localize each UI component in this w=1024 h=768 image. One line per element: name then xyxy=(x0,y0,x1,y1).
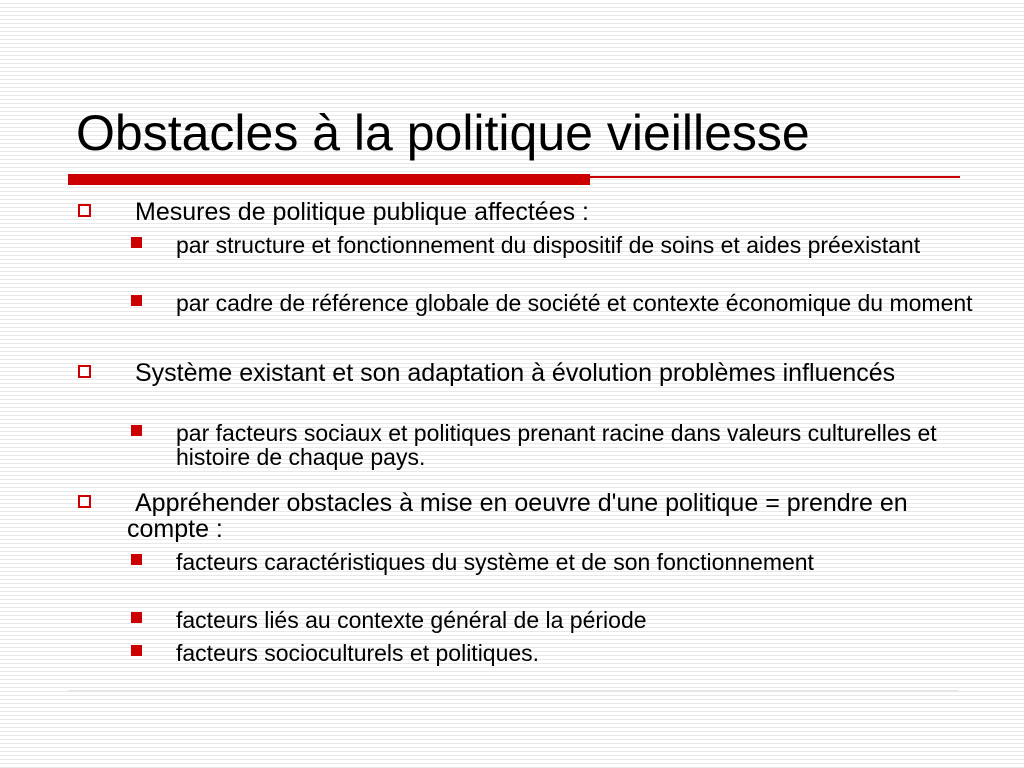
filled-square-bullet-icon xyxy=(131,645,142,656)
filled-square-bullet-icon xyxy=(131,295,142,306)
filled-square-bullet-icon xyxy=(131,237,142,248)
bullet-level1-text: Mesures de politique publique affectées : xyxy=(135,198,590,226)
bullet-level2: facteurs liés au contexte général de la période xyxy=(176,607,647,633)
hollow-square-bullet-icon xyxy=(78,204,91,217)
bullet-level2: facteurs socioculturels et politiques. xyxy=(176,640,540,666)
bullet-level2: par cadre de référence globale de société et contexte économique du moment xyxy=(176,290,973,316)
bullet-level2: par structure et fonctionnement du dispositif de soins et aides préexistant xyxy=(176,232,921,258)
bullet-level1 xyxy=(127,360,967,386)
bullet-level2: par facteurs sociaux et politiques prenant racine dans valeurs culturelles et histoire de chaque pays. xyxy=(176,420,937,470)
bullet-level1 xyxy=(127,199,967,225)
filled-square-bullet-icon xyxy=(131,612,142,623)
bullet-level1 xyxy=(127,490,967,542)
slide-title: Obstacles à la politique vieillesse xyxy=(76,105,810,161)
bullet-level2: facteurs caractéristiques du système et de son fonctionnement xyxy=(176,549,814,575)
hollow-square-bullet-icon xyxy=(78,495,91,508)
filled-square-bullet-icon xyxy=(131,425,142,436)
bullet-level1-text: Système existant et son adaptation à évolution problèmes influencés xyxy=(135,359,896,387)
footer-divider xyxy=(68,690,958,692)
hollow-square-bullet-icon xyxy=(78,365,91,378)
bullet-level1-text: Appréhender obstacles à mise en oeuvre d'une politique = prendre en compte : xyxy=(127,489,908,543)
filled-square-bullet-icon xyxy=(131,554,142,565)
